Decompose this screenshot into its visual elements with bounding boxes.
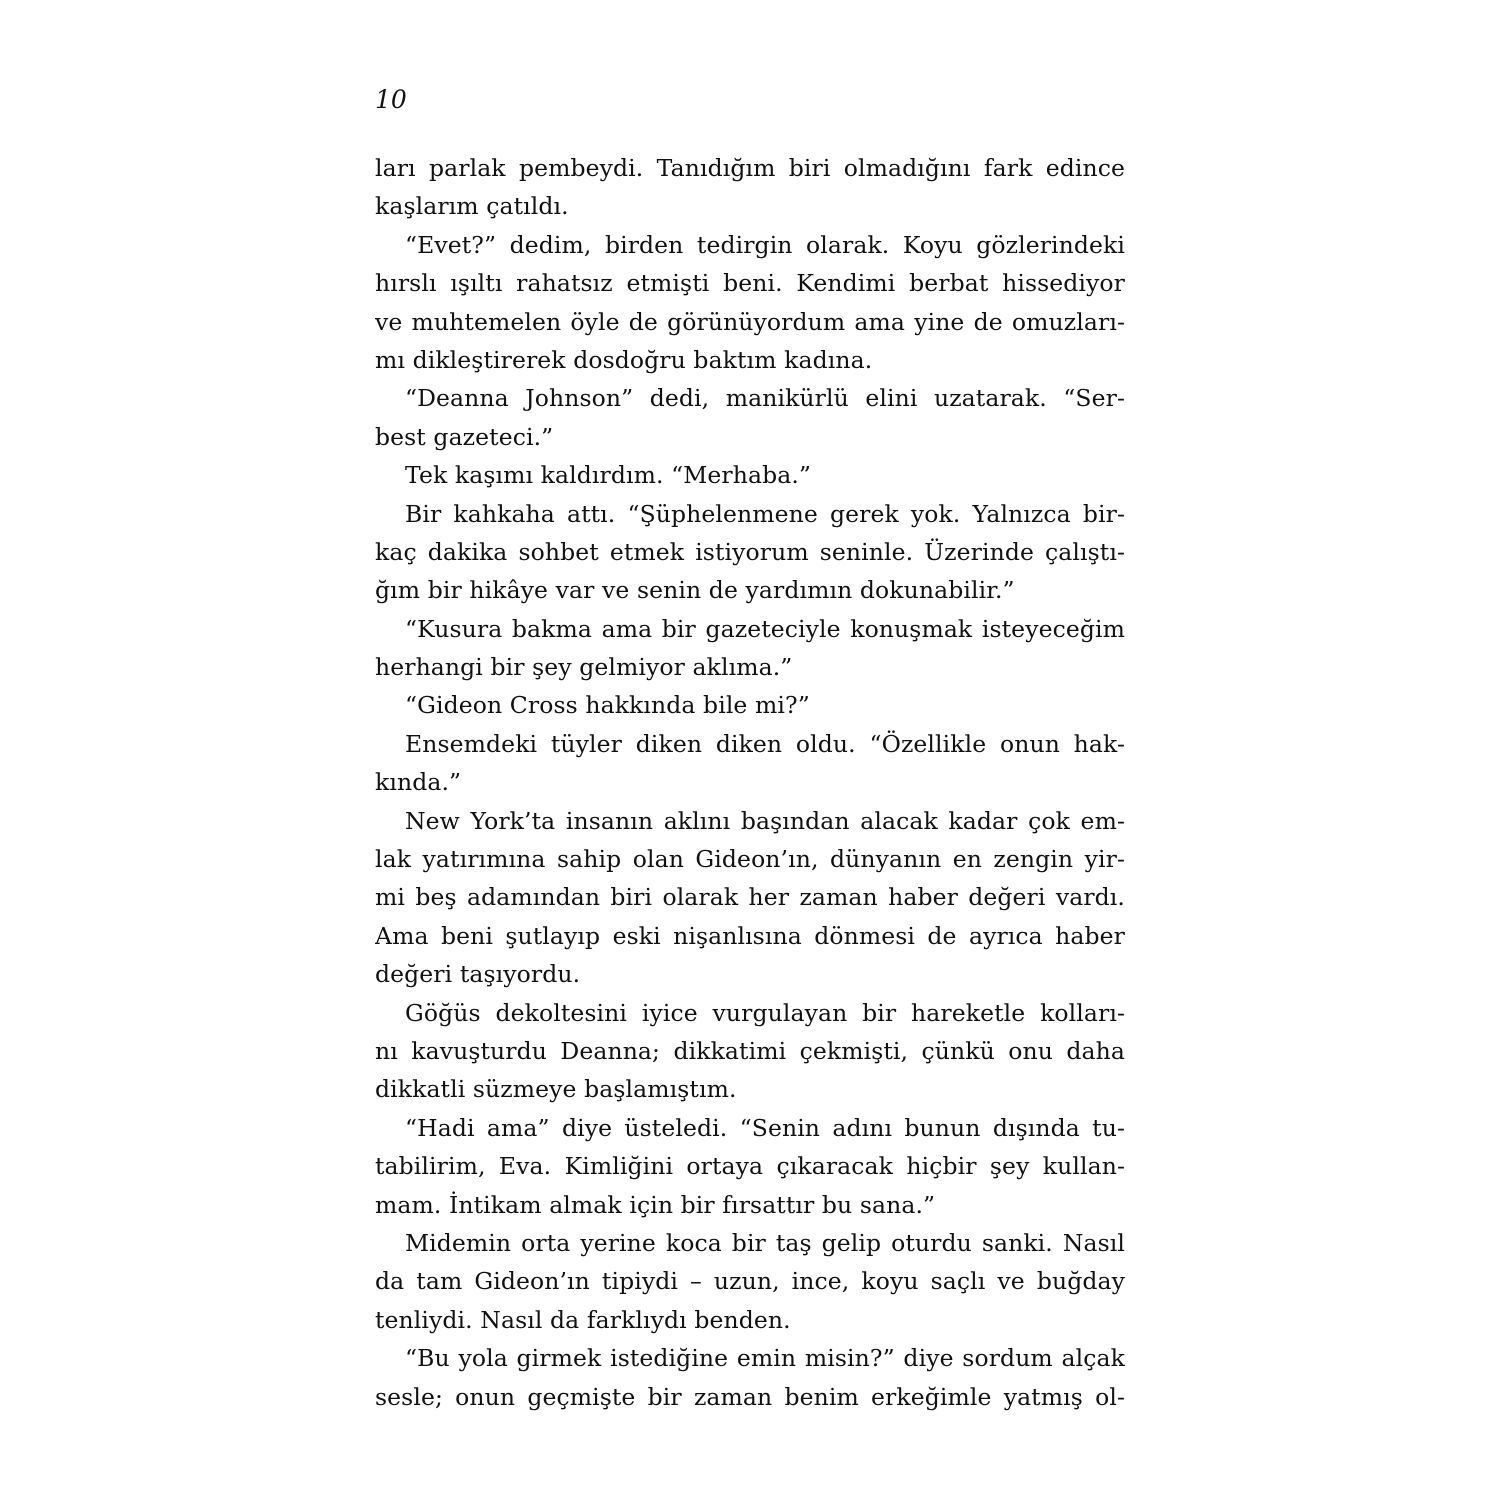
text-line: kaşlarım çatıldı. — [375, 192, 569, 221]
text-line: Göğüs dekoltesini iyice vurgulayan bir hareketle kolları- — [405, 998, 1125, 1027]
text-line: hırslı ışıltı rahatsız etmişti beni. Kendimi berbat hissediyor — [375, 269, 1125, 298]
text-line: ları parlak pembeydi. Tanıdığım biri olmadığını fark edince — [375, 154, 1125, 182]
text-line: “Hadi ama” diye üsteledi. “Senin adını bunun dışında tu- — [405, 1113, 1125, 1142]
text-line: mam. İntikam almak için bir fırsattır bu sana.” — [375, 1190, 936, 1219]
text-line: New York’ta insanın aklını başından alacak kadar çok em- — [405, 806, 1125, 835]
text-line: lak yatırımına sahip olan Gideon’ın, dünyanın en zengin yir- — [375, 845, 1125, 874]
text-line: herhangi bir şey gelmiyor aklıma.” — [375, 653, 793, 682]
text-line: nı kavuşturdu Deanna; dikkatimi çekmişti, çünkü onu daha — [375, 1036, 1125, 1065]
text-line: best gazeteci.” — [375, 422, 554, 451]
text-line: Tek kaşımı kaldırdım. “Merhaba.” — [405, 461, 812, 490]
text-line: tabilirim, Eva. Kimliğini ortaya çıkaracak hiçbir şey kullan- — [375, 1152, 1125, 1181]
text-line: mi beş adamından biri olarak her zaman haber değeri vardı. — [375, 883, 1125, 912]
text-line: değeri taşıyordu. — [375, 960, 581, 989]
text-line: dikkatli süzmeye başlamıştım. — [375, 1075, 737, 1104]
body-text — [375, 149, 1125, 1416]
text-line: Midemin orta yerine koca bir taş gelip oturdu sanki. Nasıl — [405, 1228, 1125, 1257]
page-number: 10 — [375, 85, 407, 114]
text-line: ve muhtemelen öyle de görünüyordum ama yine de omuzları- — [375, 307, 1125, 336]
text-line: Ensemdeki tüyler diken diken oldu. “Özellikle onun hak- — [405, 729, 1125, 758]
text-line: sesle; onun geçmişte bir zaman benim erkeğimle yatmış ol- — [375, 1382, 1125, 1411]
text-line: kında.” — [375, 768, 462, 797]
text-line: “Evet?” dedim, birden tedirgin olarak. Koyu gözlerindeki — [405, 230, 1125, 259]
text-line: Ama beni şutlayıp eski nişanlısına dönmesi de ayrıca haber — [375, 921, 1125, 950]
text-line: kaç dakika sohbet etmek istiyorum seninle. Üzerinde çalıştı- — [375, 537, 1125, 566]
text-line: ğım bir hikâye var ve senin de yardımın dokunabilir.” — [375, 576, 1015, 605]
text-line: da tam Gideon’ın tipiydi – uzun, ince, koyu saçlı ve buğday — [375, 1267, 1125, 1296]
text-line: mı dikleştirerek dosdoğru baktım kadına. — [375, 345, 873, 374]
text-line: “Kusura bakma ama bir gazeteciyle konuşmak isteyeceğim — [405, 614, 1125, 643]
text-line: “Deanna Johnson” dedi, manikürlü elini uzatarak. “Ser- — [405, 384, 1125, 413]
text-line: “Gideon Cross hakkında bile mi?” — [405, 691, 810, 720]
text-line: “Bu yola girmek istediğine emin misin?” diye sordum alçak — [405, 1344, 1125, 1373]
text-line: Bir kahkaha attı. “Şüphelenmene gerek yok. Yalnızca bir- — [405, 499, 1125, 528]
text-line: tenliydi. Nasıl da farklıydı benden. — [375, 1305, 791, 1334]
